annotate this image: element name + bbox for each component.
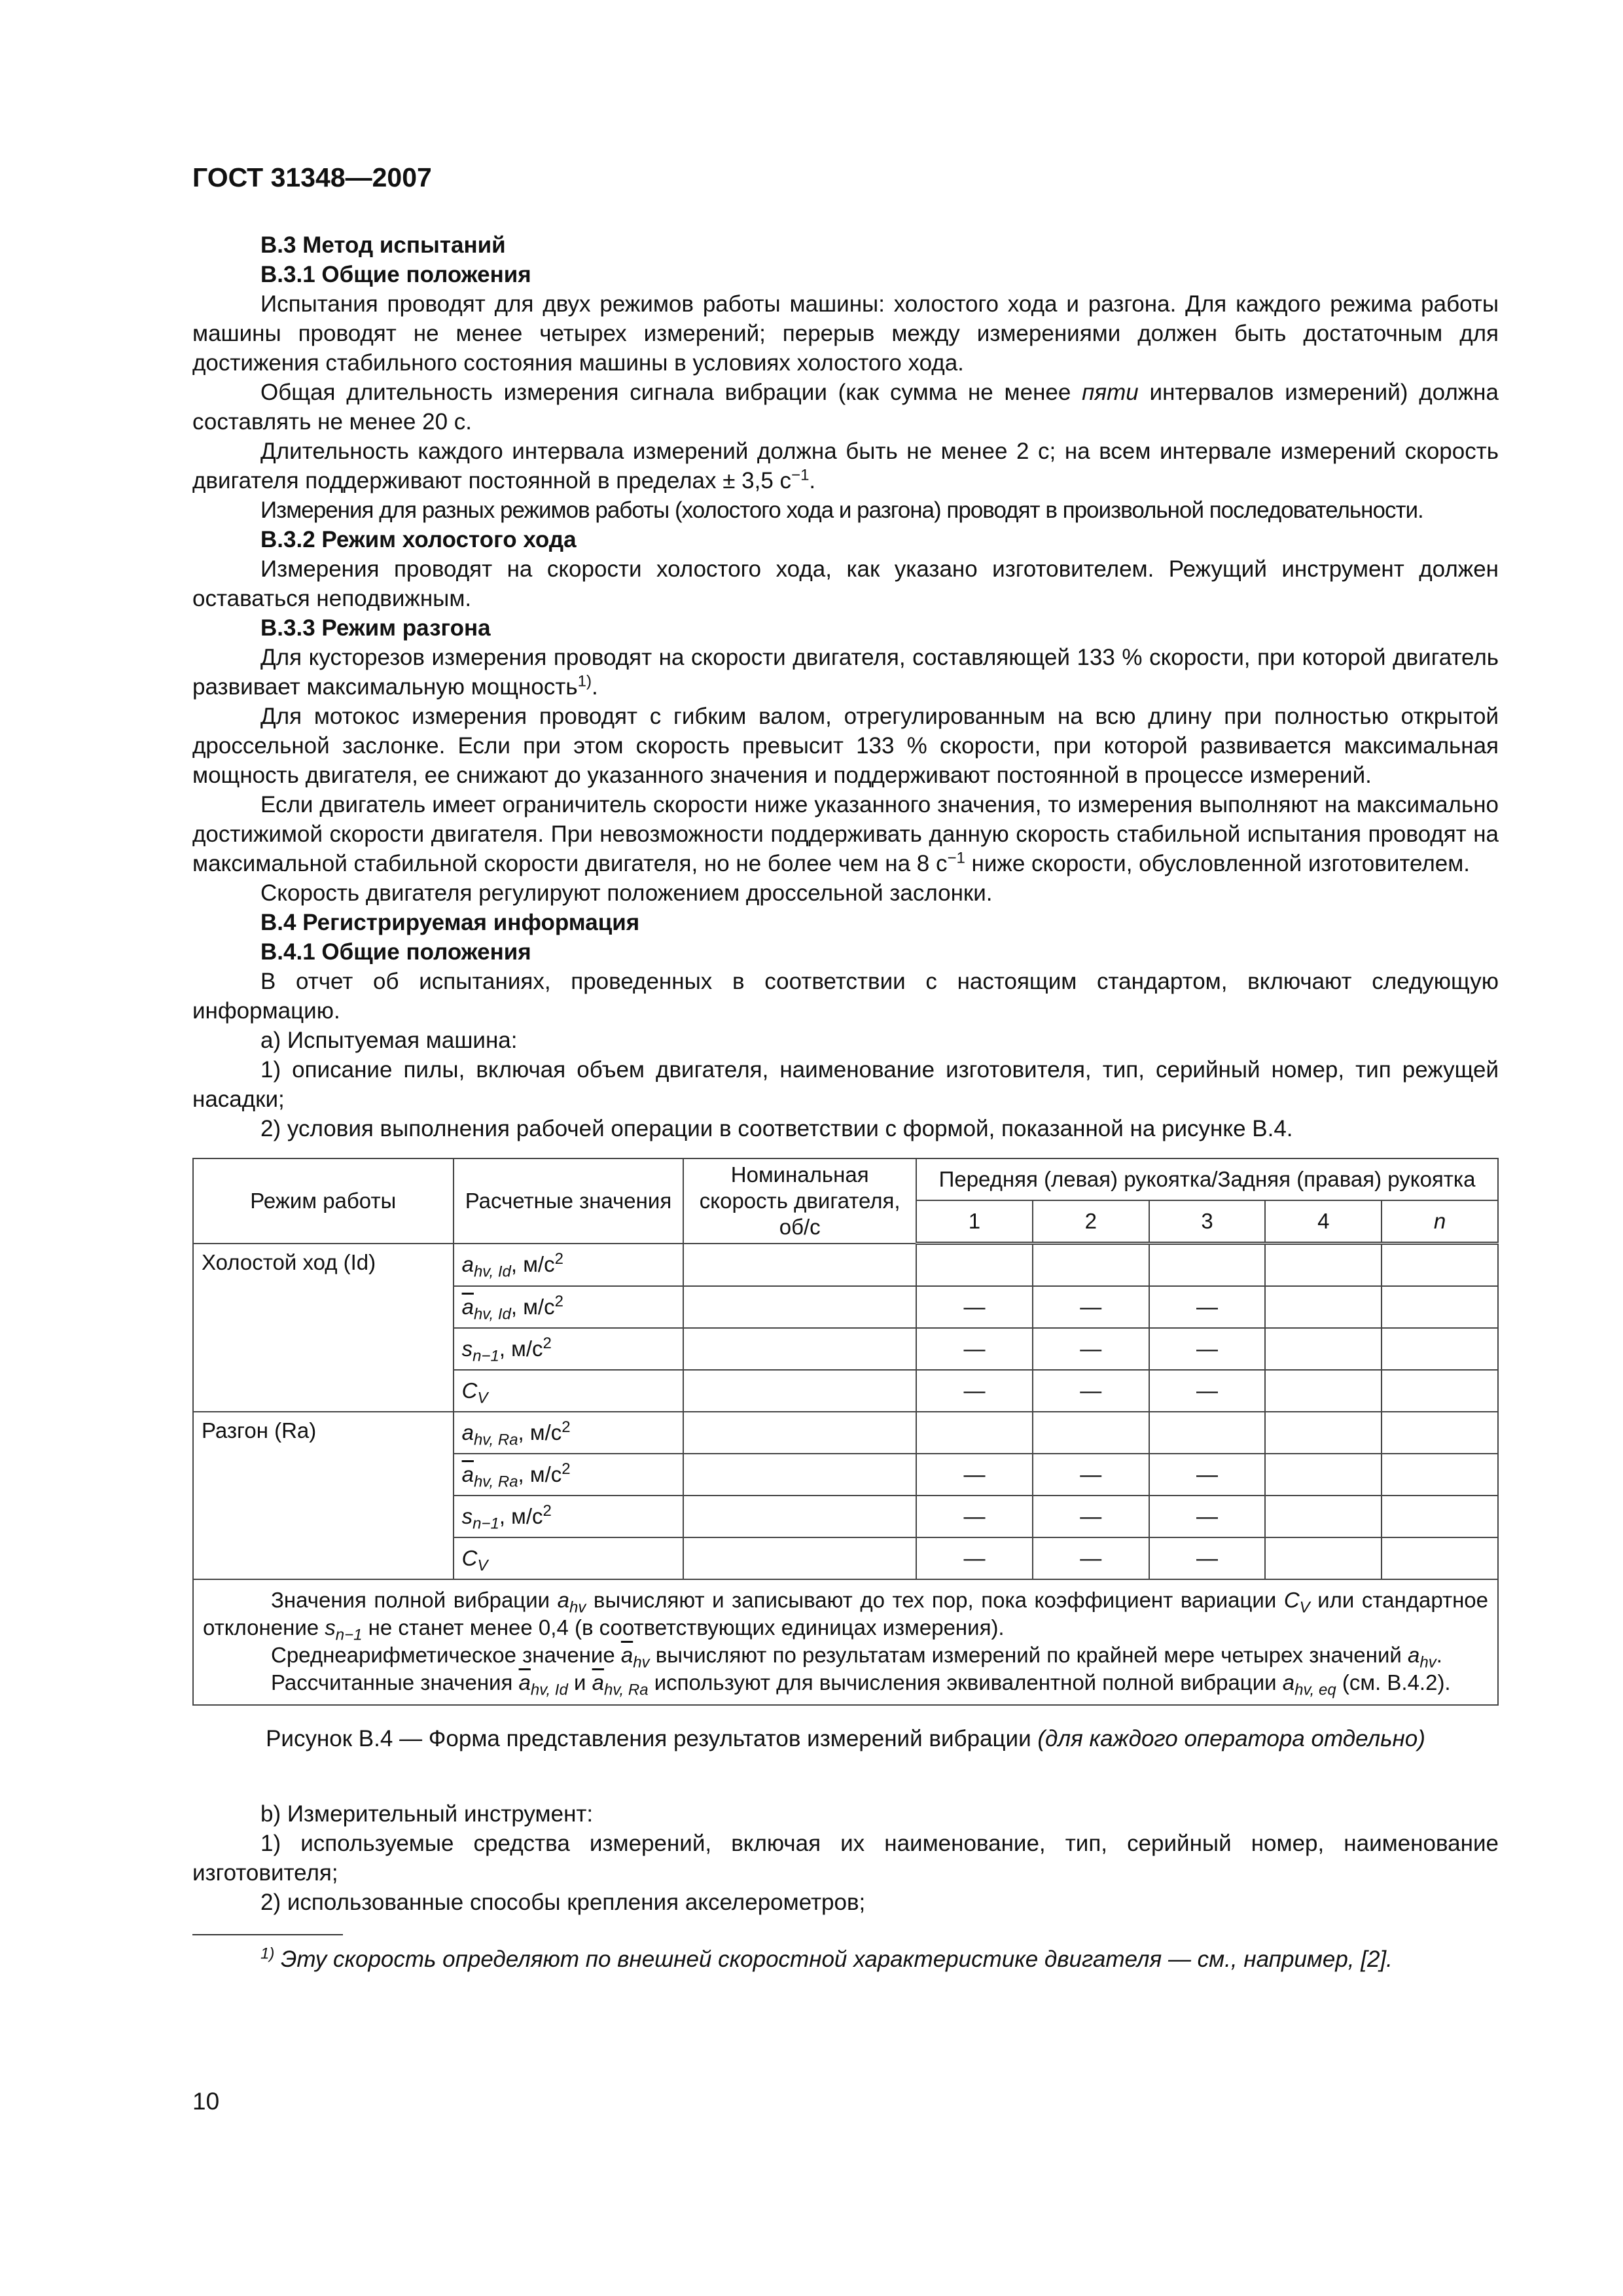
header-values: Расчетные значения — [454, 1158, 684, 1244]
cell — [1265, 1496, 1382, 1537]
figure-caption: Рисунок В.4 — Форма представления результатов измерений вибрации (для каждого оператора отдельно) — [266, 1726, 1425, 1751]
paragraph: Для мотокос измерения проводят с гибким валом, отрегулированным на всю длину при полностью открытой дроссельной заслонке. Если при этом скорость превысит 133 % скорости, при которой развивается максимальная мощность двигателя, ее снижают до указанного значения и поддерживают постоянной в процессе измерений. — [192, 704, 1499, 788]
dash-cell: — — [1033, 1537, 1149, 1579]
paragraph: Измерения проводят на скорости холостого хода, как указано изготовителем. Режущий инструмент должен оставаться неподвижным. — [192, 556, 1499, 611]
paragraph: Длительность каждого интервала измерений должна быть не менее 2 с; на всем интервале измерений скорость двигателя поддерживают постоянной в пределах ± 3,5 $с^{-1}$. — [192, 439, 1499, 493]
cell — [1382, 1412, 1498, 1454]
page-content — [192, 230, 1499, 1974]
dash-cell: — — [1033, 1328, 1149, 1370]
vibration-results-form-table — [192, 1158, 1499, 1706]
value-label: $a_{hv, Ra}$, $м/с^2$ — [454, 1412, 684, 1454]
header-mode: Режим работы — [193, 1158, 454, 1244]
table-note-row — [193, 1579, 1498, 1705]
paragraph: В отчет об испытаниях, проведенных в соответствии с настоящим стандартом, включают следующую информацию. — [192, 969, 1499, 1024]
section-heading-b32: В.3.2 Режим холостого хода — [260, 527, 577, 552]
cell — [1265, 1244, 1382, 1287]
section-heading-b33: В.3.3 Режим разгона — [260, 615, 491, 641]
section-heading-b4: В.4 Регистрируемая информация — [260, 910, 640, 935]
cell — [1033, 1412, 1149, 1454]
header-col: 4 — [1265, 1200, 1382, 1244]
header-col: 3 — [1149, 1200, 1266, 1244]
cell — [683, 1286, 916, 1328]
header-col: 1 — [916, 1200, 1033, 1244]
cell — [683, 1496, 916, 1537]
footnote-separator — [192, 1934, 343, 1935]
value-label: $\overline{a}_{hv, Id}$, $м/с^2$ — [454, 1286, 684, 1328]
footnote-ref: 1) — [577, 672, 592, 691]
dash-cell: — — [1033, 1286, 1149, 1328]
cell — [683, 1537, 916, 1579]
list-item: а) Испытуемая машина: — [260, 1028, 518, 1053]
dash-cell: — — [916, 1328, 1033, 1370]
cell — [683, 1370, 916, 1412]
list-item: 2) использованные способы крепления акселерометров; — [260, 1890, 866, 1915]
cell — [683, 1328, 916, 1370]
cell — [1382, 1286, 1498, 1328]
dash-cell: — — [916, 1537, 1033, 1579]
section-heading-b31: В.3.1 Общие положения — [260, 262, 531, 287]
dash-cell: — — [1149, 1328, 1266, 1370]
cell — [916, 1412, 1033, 1454]
cell — [1265, 1454, 1382, 1496]
cell — [1265, 1328, 1382, 1370]
note-paragraph: Среднеарифметическое значение $\overline{a}_{hv}$ вычисляют по результатам измерений по крайней мере четырех значений $a_{hv}$. — [271, 1643, 1442, 1672]
cell — [683, 1412, 916, 1454]
list-item: b) Измерительный инструмент: — [260, 1801, 594, 1827]
dash-cell: — — [1149, 1496, 1266, 1537]
dash-cell: — — [916, 1454, 1033, 1496]
cell — [683, 1454, 916, 1496]
value-label: $C_V$ — [454, 1370, 684, 1412]
table-row — [193, 1244, 1498, 1287]
list-item: 1) используемые средства измерений, включая их наименование, тип, серийный номер, наименование изготовителя; — [192, 1831, 1499, 1886]
cell — [683, 1244, 916, 1287]
dash-cell: — — [1033, 1454, 1149, 1496]
cell — [1382, 1328, 1498, 1370]
note-paragraph: Рассчитанные значения $\overline{a}_{hv, Id}$ и $\overline{a}_{hv, Ra}$ используют для вычисления эквивалентной полной вибрации $a_{hv, eq}$ (см. В.4.2). — [271, 1670, 1451, 1699]
paragraph: Если двигатель имеет ограничитель скорости ниже указанного значения, то измерения выполняют на максимально достижимой скорости двигателя. При невозможности поддерживать данную скорость стабильной испытания проводят на максимальной стабильной скорости двигателя, но не более чем на 8 $с^{-1}$ ниже скорости, обусловленной изготовителем. — [192, 792, 1499, 876]
mode-race: Разгон (Ra) — [193, 1412, 454, 1579]
cell — [1382, 1537, 1498, 1579]
dash-cell: — — [1149, 1454, 1266, 1496]
value-label: $s_{n-1}$, $м/с^2$ — [454, 1328, 684, 1370]
header-col: 2 — [1033, 1200, 1149, 1244]
cell — [1382, 1244, 1498, 1287]
table-row — [193, 1412, 1498, 1454]
value-label: $s_{n-1}$, $м/с^2$ — [454, 1496, 684, 1537]
document-header: ГОСТ 31348—2007 — [192, 162, 432, 192]
header-speed: Номинальная скорость двигателя, об/с — [683, 1158, 916, 1244]
paragraph: Измерения для разных режимов работы (холостого хода и разгона) проводят в произвольной последовательности. — [260, 497, 1423, 523]
cell — [1382, 1370, 1498, 1412]
dash-cell: — — [1149, 1537, 1266, 1579]
cell — [916, 1244, 1033, 1287]
value-label: $a_{hv, Id}$, $м/с^2$ — [454, 1244, 684, 1287]
dash-cell: — — [1149, 1370, 1266, 1412]
paragraph: Для кусторезов измерения проводят на скорости двигателя, составляющей 133 % скорости, при которой двигатель развивает максимальную мощность$^{1)}$. — [192, 645, 1499, 700]
paragraph: Испытания проводят для двух режимов работы машины: холостого хода и разгона. Для каждого режима работы машины проводят не менее четырех измерений; перерыв между измерениями должен быть достаточным для достижения стабильного состояния машины в условиях холостого хода. — [192, 291, 1499, 376]
page-number: 10 — [192, 2088, 220, 2115]
paragraph: Общая длительность измерения сигнала вибрации (как сумма не менее пяти интервалов измерений) должна составлять не менее 20 с. — [192, 380, 1499, 435]
cell — [1149, 1244, 1266, 1287]
cell — [1265, 1537, 1382, 1579]
header-handles: Передняя (левая) рукоятка/Задняя (правая) рукоятка — [916, 1158, 1498, 1200]
paragraph: Скорость двигателя регулируют положением дроссельной заслонки. — [260, 880, 993, 906]
cell — [1265, 1286, 1382, 1328]
dash-cell: — — [1149, 1286, 1266, 1328]
cell — [1265, 1412, 1382, 1454]
note-paragraph: Значения полной вибрации $a_{hv}$ вычисляют и записывают до тех пор, пока коэффициент вариации $C_V$ или стандартное отклонение $s_{n-1}$ не станет менее 0,4 (в соответствующих единицах измерения). — [203, 1588, 1489, 1644]
section-heading-b41: В.4.1 Общие положения — [260, 939, 531, 965]
cell — [1382, 1454, 1498, 1496]
dash-cell: — — [1033, 1496, 1149, 1537]
value-label: $\overline{a}_{hv, Ra}$, $м/с^2$ — [454, 1454, 684, 1496]
footnote: $^{1)}$ Эту скорость определяют по внешней скоростной характеристике двигателя — см., например, [2]. — [260, 1945, 1393, 1972]
cell — [1149, 1412, 1266, 1454]
dash-cell: — — [1033, 1370, 1149, 1412]
table-header-row — [193, 1158, 1498, 1200]
list-item: 1) описание пилы, включая объем двигателя, наименование изготовителя, тип, серийный номер, тип режущей насадки; — [192, 1057, 1499, 1112]
list-item: 2) условия выполнения рабочей операции в соответствии с формой, показанной на рисунке В.4. — [260, 1116, 1293, 1141]
table-note — [193, 1579, 1498, 1705]
mode-idle: Холостой ход (Id) — [193, 1244, 454, 1412]
dash-cell: — — [916, 1496, 1033, 1537]
dash-cell: — — [916, 1286, 1033, 1328]
section-heading-b3: В.3 Метод испытаний — [260, 232, 506, 258]
dash-cell: — — [916, 1370, 1033, 1412]
cell — [1033, 1244, 1149, 1287]
value-label: $C_V$ — [454, 1537, 684, 1579]
header-col: n — [1382, 1200, 1498, 1244]
cell — [1265, 1370, 1382, 1412]
cell — [1382, 1496, 1498, 1537]
